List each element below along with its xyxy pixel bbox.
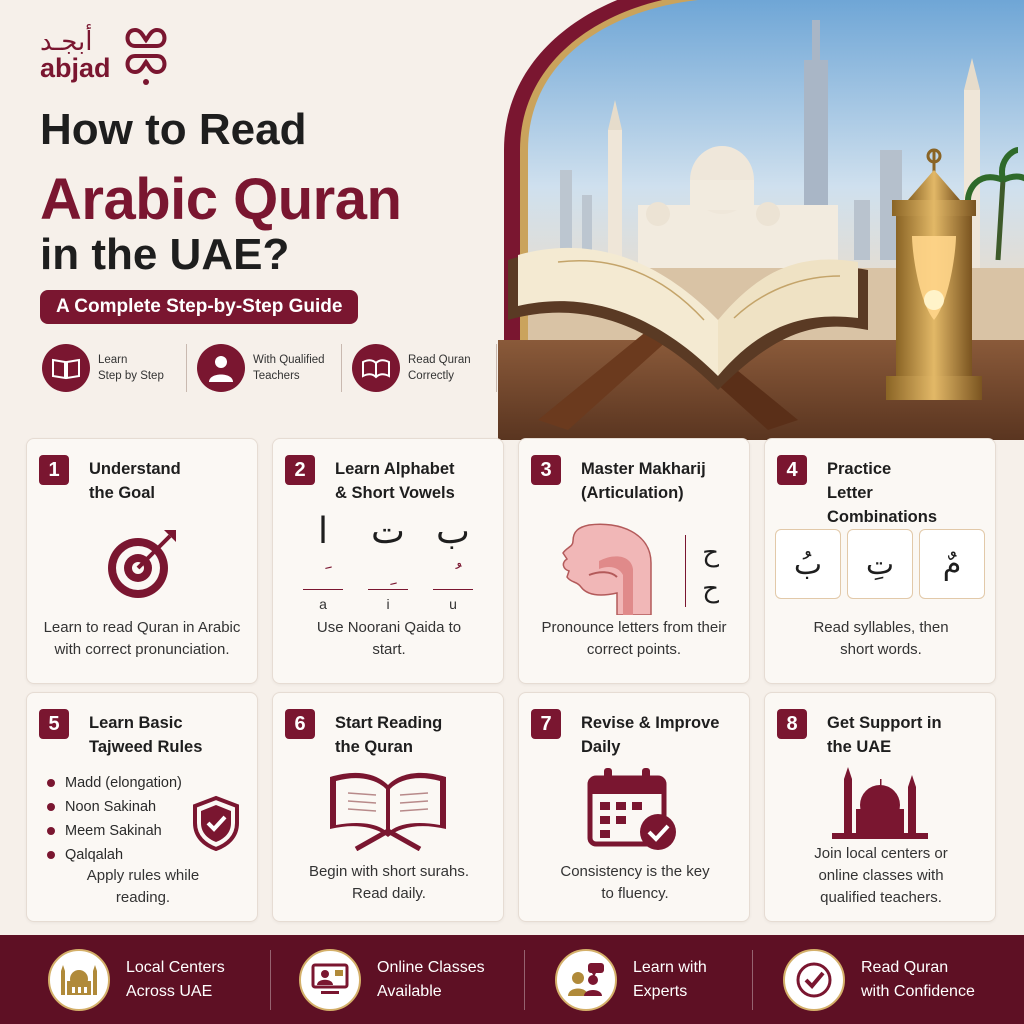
footer-label: Local Centers Across UAE	[126, 958, 225, 1000]
combination-tiles	[775, 529, 985, 599]
step-description: Read syllables, then short words.	[813, 619, 949, 658]
bullet-icon	[47, 827, 55, 835]
arabic-letter: ح	[702, 574, 719, 604]
list-item: Madd (elongation)	[47, 771, 182, 795]
step-description: Join local centers or online classes with qualified teachers.	[814, 845, 948, 906]
step-description: Consistency is the key to fluency.	[560, 863, 710, 902]
feature-item	[341, 344, 496, 392]
hero-illustration	[498, 0, 1024, 440]
step-number: 3	[531, 455, 561, 485]
throat-diagram-icon	[559, 523, 655, 615]
calendar-check-icon	[586, 766, 682, 854]
alphabet-vowel-examples	[295, 511, 481, 612]
vowel-sound: u	[449, 596, 457, 612]
step-description: Begin with short surahs. Read daily.	[308, 863, 470, 902]
teacher-icon	[197, 344, 245, 392]
syllable-tile: تِ	[847, 529, 913, 599]
quran-stand-icon	[326, 769, 450, 851]
footer-label: Online Classes Available	[377, 958, 485, 1000]
page-title-line1: How to Read	[40, 105, 307, 154]
step-number: 2	[285, 455, 315, 485]
feature-label: Learn Step by Step	[98, 354, 164, 382]
step-description: Learn to read Quran in Arabic with correct pronunciation.	[43, 619, 241, 658]
letter-example	[360, 511, 416, 612]
book-icon	[42, 344, 90, 392]
bullet-icon	[47, 803, 55, 811]
step-card-4	[764, 438, 996, 684]
experts-icon	[555, 949, 617, 1011]
brand-arabic: أبجـد	[40, 26, 93, 57]
mosque-building-icon	[48, 949, 110, 1011]
step-number: 6	[285, 709, 315, 739]
step-description: Use Noorani Qaida to start.	[316, 619, 462, 658]
step-card-3	[518, 438, 750, 684]
step-number: 4	[777, 455, 807, 485]
footer-item	[752, 950, 1024, 1010]
target-icon	[102, 524, 182, 604]
page-title-line2: Arabic Quran	[40, 167, 402, 232]
letter-example	[295, 511, 351, 612]
footer-item	[0, 950, 270, 1010]
step-card-2	[272, 438, 504, 684]
step-card-8	[764, 692, 996, 922]
step-description: Apply rules while reading.	[86, 867, 200, 906]
step-number: 5	[39, 709, 69, 739]
check-circle-icon	[783, 949, 845, 1011]
footer-item	[270, 950, 524, 1010]
arabic-letter: ا	[317, 511, 328, 552]
makharij-letters	[685, 535, 719, 607]
feature-label: Read Quran Correctly	[408, 354, 471, 382]
step-title: Learn Alphabet & Short Vowels	[335, 460, 455, 502]
step-card-1	[26, 438, 258, 684]
step-title: Master Makharij (Articulation)	[581, 460, 706, 502]
footer-label: Read Quran with Confidence	[861, 958, 975, 1000]
list-item: Qalqalah	[47, 843, 182, 867]
step-title: Start Reading the Quran	[335, 714, 443, 756]
feature-item	[186, 344, 341, 392]
brand-name: abjad	[40, 52, 111, 83]
syllable-tile: بُ	[775, 529, 841, 599]
steps-grid	[26, 438, 996, 922]
arabic-letter: ت	[371, 511, 405, 552]
arabic-letter: ح	[702, 538, 719, 568]
shield-check-icon	[191, 795, 241, 851]
footer-bar	[0, 935, 1024, 1024]
step-number: 8	[777, 709, 807, 739]
bullet-icon	[47, 779, 55, 787]
subtitle-banner: A Complete Step-by-Step Guide	[40, 290, 358, 324]
list-item: Noon Sakinah	[47, 795, 182, 819]
feature-item	[40, 344, 186, 392]
step-title: Learn Basic Tajweed Rules	[89, 714, 203, 756]
online-class-icon	[299, 949, 361, 1011]
tajweed-rules-list	[47, 771, 182, 867]
step-card-6	[272, 692, 504, 922]
letter-example	[425, 511, 481, 612]
mosque-icon	[832, 765, 928, 841]
bullet-icon	[47, 851, 55, 859]
mosque-skyline-scene	[498, 0, 1024, 440]
footer-label: Learn with Experts	[633, 958, 707, 1000]
page-title-line3: in the UAE?	[40, 230, 290, 279]
brand-logo	[40, 22, 171, 88]
step-title: Revise & Improve Daily	[581, 714, 720, 756]
feature-label: With Qualified Teachers	[253, 354, 325, 382]
step-title: Understand the Goal	[89, 460, 181, 502]
logo-mark-icon	[121, 22, 171, 88]
list-item: Meem Sakinah	[47, 819, 182, 843]
vowel-sound: i	[386, 596, 390, 612]
step-number: 1	[39, 455, 69, 485]
syllable-tile: مٌ	[919, 529, 985, 599]
vowel-sound: a	[319, 596, 327, 612]
step-title: Practice Letter Combinations	[827, 460, 937, 526]
step-number: 7	[531, 709, 561, 739]
open-quran-icon	[352, 344, 400, 392]
step-card-7	[518, 692, 750, 922]
step-card-5	[26, 692, 258, 922]
footer-item	[524, 950, 752, 1010]
step-description: Pronounce letters from their correct points.	[541, 619, 727, 658]
step-title: Get Support in the UAE	[827, 714, 942, 756]
arabic-letter: ب	[436, 511, 470, 552]
